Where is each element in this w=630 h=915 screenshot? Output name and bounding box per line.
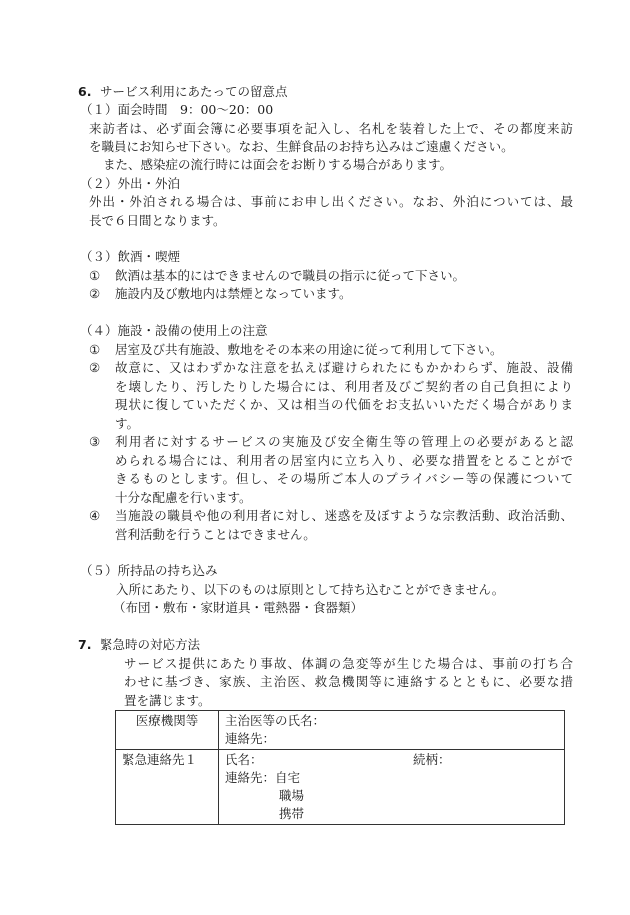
table-row bbox=[116, 750, 565, 825]
relation-label: 続柄： bbox=[413, 752, 451, 767]
facilities-item-2-line-4: す。 bbox=[115, 416, 140, 431]
facilities-item-2-line-1: 故意に、又はわずかな注意を払えば避けられたにもかかわらず、施設、設備 bbox=[115, 360, 573, 375]
section-6-number: 6. bbox=[78, 84, 92, 99]
emergency-contact-1-cell bbox=[219, 750, 565, 825]
facilities-heading: （４）施設・設備の使用上の注意 bbox=[80, 323, 268, 338]
drinking-heading: （３）飲酒・喫煙 bbox=[80, 249, 181, 264]
belongings-line-1: 入所にあたり、以下のものは原則として持ち込むことができません。 bbox=[116, 582, 505, 597]
visiting-heading: （１）面会時間 9：00〜20：00 bbox=[80, 102, 274, 117]
facilities-item-1-marker: ① bbox=[89, 342, 101, 357]
facilities-item-2-line-3: 現状に復していただくか、又は相当の代価をお支払いいただく場合がありま bbox=[115, 397, 573, 412]
emergency-line-1: サービス提供にあたり事故、体調の急変等が生じた場合は、事前の打ち合 bbox=[124, 656, 573, 671]
emergency-contact-table bbox=[115, 710, 565, 825]
contact-home-label: 連絡先：自宅 bbox=[225, 770, 301, 785]
facilities-item-3-marker: ③ bbox=[89, 434, 101, 449]
doctor-name-label: 主治医等の氏名： bbox=[225, 713, 326, 728]
outing-heading: （２）外出・外泊 bbox=[80, 176, 181, 191]
facilities-item-3-line-2: められる場合には、利用者の居室内に立ち入り、必要な措置をとることがで bbox=[115, 453, 573, 468]
doctor-contact-label: 連絡先： bbox=[225, 731, 276, 746]
drinking-item-1-marker: ① bbox=[89, 268, 101, 283]
outing-line-1: 外出・外泊される場合は、事前にお申し出ください。なお、外泊については、最 bbox=[89, 194, 573, 209]
visiting-line-3: また、感染症の流行時には面会をお断りする場合があります。 bbox=[103, 157, 453, 172]
contact-mobile-label: 携帯 bbox=[279, 806, 305, 821]
emergency-line-3: 置を講じます。 bbox=[124, 693, 211, 708]
name-label: 氏名： bbox=[225, 752, 263, 767]
contact-work-label: 職場 bbox=[279, 788, 305, 803]
table-row bbox=[116, 711, 565, 750]
section-7-number: 7. bbox=[78, 637, 92, 652]
section-6-title: サービス利用にあたっての留意点 bbox=[100, 84, 288, 99]
medical-institution-label: 医療機関等 bbox=[116, 711, 219, 750]
outing-line-2: 長で６日間となります。 bbox=[89, 213, 226, 228]
belongings-heading: （５）所持品の持ち込み bbox=[80, 563, 218, 578]
visiting-line-2: を職員にお知らせ下さい。なお、生鮮食品のお持ち込みはご遠慮ください。 bbox=[89, 139, 514, 154]
facilities-item-3-line-1: 利用者に対するサービスの実施及び安全衛生等の管理上の必要があると認 bbox=[115, 434, 573, 449]
facilities-item-4-marker: ④ bbox=[89, 508, 101, 523]
facilities-item-2-line-2: を壊したり、汚したりした場合には、利用者及びご契約者の自己負担により bbox=[115, 379, 573, 394]
facilities-item-3-line-4: 十分な配慮を行います。 bbox=[115, 490, 252, 505]
facilities-item-4-line-2: 営利活動を行うことはできません。 bbox=[115, 527, 316, 542]
emergency-line-2: わせに基づき、家族、主治医、救急機関等に連絡するとともに、必要な措 bbox=[124, 674, 573, 689]
emergency-contact-1-label: 緊急連絡先１ bbox=[116, 750, 219, 825]
facilities-item-4-line-1: 当施設の職員や他の利用者に対し、迷惑を及ぼすような宗教活動、政治活動、 bbox=[115, 508, 573, 523]
facilities-item-2-marker: ② bbox=[89, 360, 101, 375]
medical-institution-cell bbox=[219, 711, 565, 750]
drinking-item-2-text: 施設内及び敷地内は禁煙となっています。 bbox=[115, 286, 352, 301]
drinking-item-1-text: 飲酒は基本的にはできませんので職員の指示に従って下さい。 bbox=[115, 268, 466, 283]
facilities-item-3-line-3: きるものとします。但し、その場所ご本人のプライバシー等の保護について bbox=[115, 471, 573, 486]
drinking-item-2-marker: ② bbox=[89, 286, 101, 301]
facilities-item-1-line-1: 居室及び共有施設、敷地をその本来の用途に従って利用して下さい。 bbox=[115, 342, 503, 357]
belongings-line-2: （布団・敷布・家財道具・電熱器・食器類） bbox=[113, 600, 364, 615]
section-7-title: 緊急時の対応方法 bbox=[100, 637, 201, 652]
visiting-line-1: 来訪者は、必ず面会簿に必要事項を記入し、名札を装着した上で、その都度来訪 bbox=[89, 121, 573, 136]
name-relation-line bbox=[225, 751, 558, 769]
